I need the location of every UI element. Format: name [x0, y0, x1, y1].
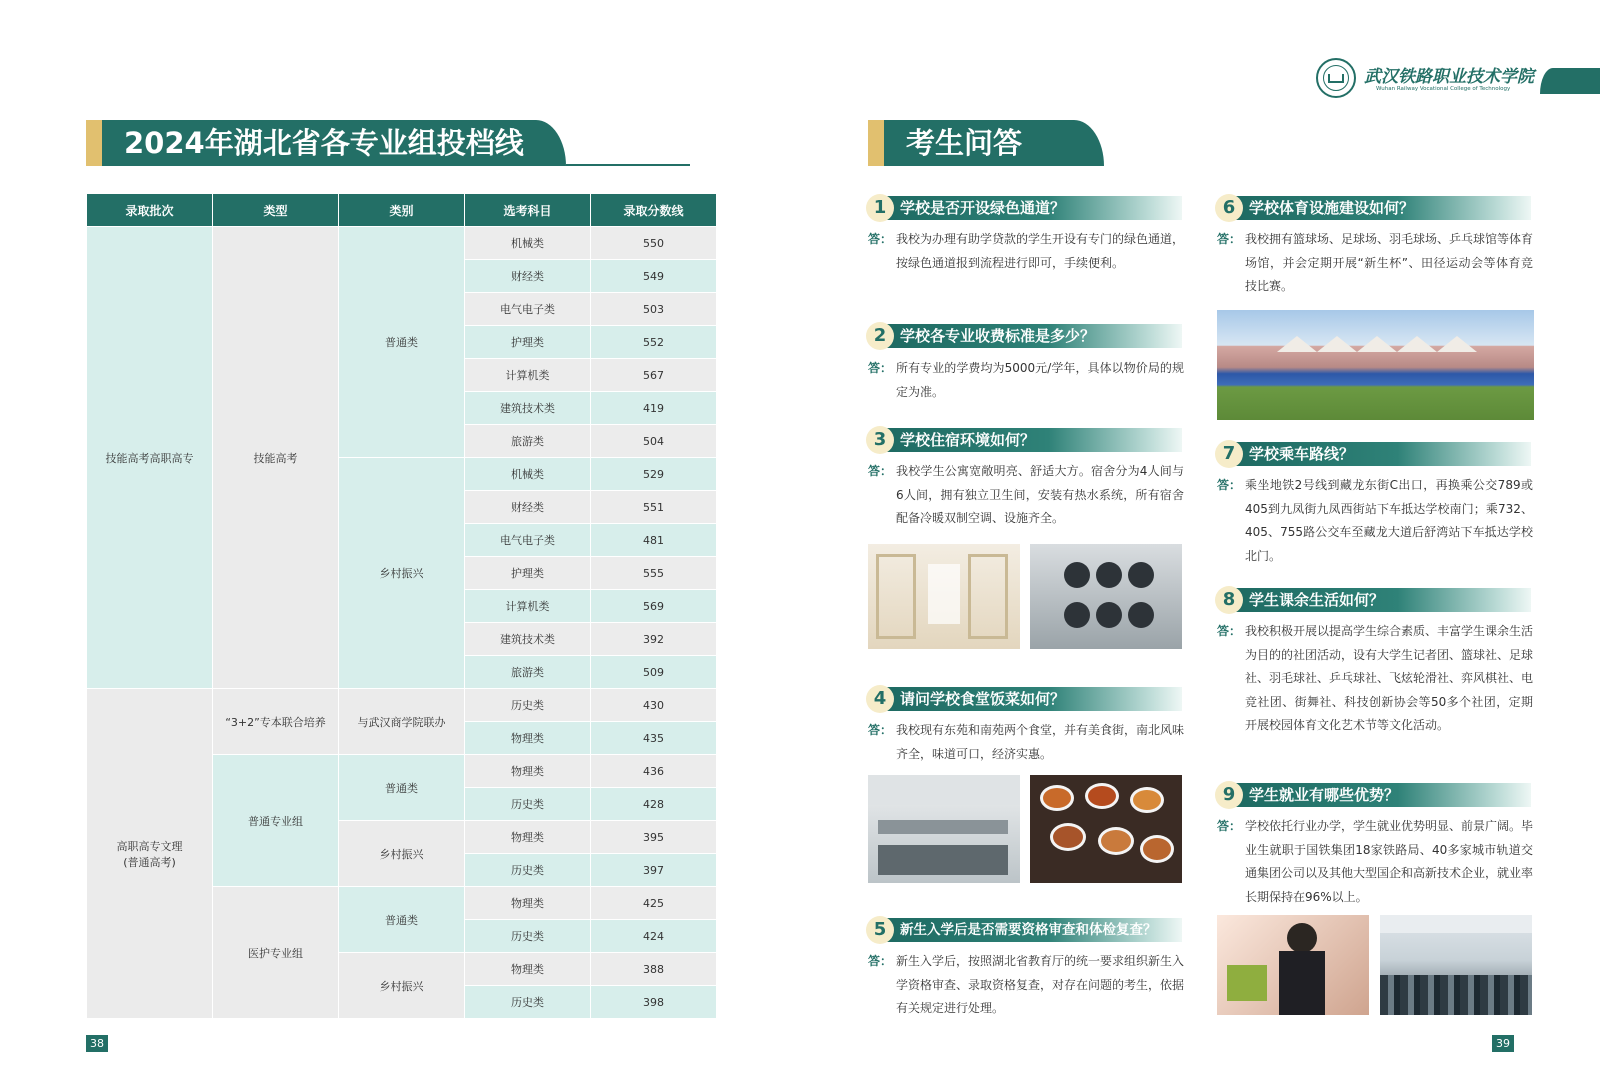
subject-cell: 历史类	[465, 854, 591, 887]
subject-cell: 护理类	[465, 326, 591, 359]
score-cell: 424	[591, 920, 717, 953]
subject-cell: 物理类	[465, 722, 591, 755]
answer-block	[1217, 620, 1533, 738]
question-text: 学校体育设施建设如何？	[1235, 196, 1531, 220]
score-cell: 552	[591, 326, 717, 359]
canteen-photo	[868, 775, 1020, 883]
score-cell: 509	[591, 656, 717, 689]
question-heading	[1215, 194, 1531, 222]
score-cell: 503	[591, 293, 717, 326]
question-text: 学生课余生活如何？	[1235, 588, 1531, 612]
subject-cell: 历史类	[465, 920, 591, 953]
answer-label: 答：	[1217, 819, 1242, 833]
subject-cell: 财经类	[465, 260, 591, 293]
subject-cell: 历史类	[465, 986, 591, 1019]
admission-score-table	[86, 193, 717, 1019]
header-type: 类型	[213, 194, 339, 227]
subject-cell: 计算机类	[465, 359, 591, 392]
job-fair-photo-2	[1380, 915, 1532, 1015]
question-number: 4	[866, 685, 894, 713]
type-cell: 医护专业组	[213, 887, 339, 1019]
heading-accent	[868, 120, 884, 166]
score-cell: 549	[591, 260, 717, 293]
question-heading	[1215, 440, 1531, 468]
score-cell: 481	[591, 524, 717, 557]
table-header-row	[87, 194, 717, 227]
question-heading	[1215, 781, 1531, 809]
answer-block	[868, 719, 1184, 766]
dormitory-photo	[868, 544, 1020, 649]
stadium-photo	[1217, 310, 1534, 420]
question-heading	[866, 685, 1182, 713]
score-cell: 425	[591, 887, 717, 920]
question-number: 3	[866, 426, 894, 454]
question-text: 请问学校食堂饭菜如何？	[886, 687, 1182, 711]
score-cell: 504	[591, 425, 717, 458]
question-text: 学生就业有哪些优势？	[1235, 783, 1531, 807]
answer-text: 学校依托行业办学，学生就业优势明显、前景广阔。毕业生就职于国铁集团18家铁路局、40多家城市轨道交通集团公司以及其他大型国企和高新技术企业，就业率长期保持在96%以上。	[1245, 819, 1534, 904]
score-cell: 550	[591, 227, 717, 260]
laundry-photo	[1030, 544, 1182, 649]
college-name-en: Wuhan Railway Vocational College of Technology	[1376, 86, 1511, 92]
category-cell: 与武汉商学院联办	[339, 689, 465, 755]
subject-cell: 机械类	[465, 227, 591, 260]
answer-text: 新生入学后，按照湖北省教育厅的统一要求组织新生入学资格审查、录取资格复查，对存在问题的考生，依据有关规定进行处理。	[896, 954, 1185, 1015]
category-cell: 乡村振兴	[339, 821, 465, 887]
header-batch: 录取批次	[87, 194, 213, 227]
type-cell: 技能高考	[213, 227, 339, 689]
subject-cell: 建筑技术类	[465, 392, 591, 425]
score-cell: 569	[591, 590, 717, 623]
answer-text: 我校为办理有助学贷款的学生开设有专门的绿色通道，按绿色通道报到流程进行即可，手续便利。	[896, 232, 1185, 270]
question-heading	[866, 322, 1182, 350]
category-cell: 普通类	[339, 755, 465, 821]
category-cell: 乡村振兴	[339, 458, 465, 689]
question-text: 学校乘车路线？	[1235, 442, 1531, 466]
table-title: 2024年湖北省各专业组投档线	[102, 120, 566, 166]
answer-label: 答：	[868, 464, 893, 478]
question-number: 6	[1215, 194, 1243, 222]
logo-tab-decoration	[1540, 68, 1600, 94]
score-cell: 388	[591, 953, 717, 986]
answer-block	[868, 460, 1184, 531]
college-name-cn: 武汉铁路职业技术学院	[1364, 67, 1534, 87]
question-number: 1	[866, 194, 894, 222]
subject-cell: 物理类	[465, 821, 591, 854]
college-logo	[1316, 58, 1356, 98]
type-cell: 普通专业组	[213, 755, 339, 887]
answer-text: 乘坐地铁2号线到藏龙东街C出口，再换乘公交789或405到九凤街九凤西街站下车抵达学校南门；乘732、405、755路公交车至藏龙大道后舒湾站下车抵达学校北门。	[1245, 478, 1533, 563]
score-cell: 428	[591, 788, 717, 821]
batch-line-1: 高职高专文理	[116, 839, 183, 853]
question-heading	[1215, 586, 1531, 614]
score-cell: 392	[591, 623, 717, 656]
subject-cell: 电气电子类	[465, 524, 591, 557]
answer-label: 答：	[868, 361, 893, 375]
answer-block	[1217, 228, 1533, 299]
subject-cell: 电气电子类	[465, 293, 591, 326]
answer-label: 答：	[868, 954, 893, 968]
score-cell: 398	[591, 986, 717, 1019]
header-category: 类别	[339, 194, 465, 227]
table-row	[87, 689, 717, 722]
subject-cell: 物理类	[465, 953, 591, 986]
answer-block	[1217, 474, 1533, 568]
question-heading	[866, 916, 1182, 944]
qa-section-heading	[868, 120, 1108, 166]
type-cell: “3+2”专本联合培养	[213, 689, 339, 755]
header-score: 录取分数线	[591, 194, 717, 227]
question-number: 2	[866, 322, 894, 350]
score-cell: 430	[591, 689, 717, 722]
question-heading	[866, 426, 1182, 454]
subject-cell: 物理类	[465, 755, 591, 788]
score-cell: 395	[591, 821, 717, 854]
score-cell: 436	[591, 755, 717, 788]
answer-text: 我校拥有篮球场、足球场、羽毛球场、乒乓球馆等体育场馆，并会定期开展“新生杯”、田径运动会等体育竞技比赛。	[1245, 232, 1534, 293]
category-cell: 普通类	[339, 227, 465, 458]
subject-cell: 旅游类	[465, 656, 591, 689]
subject-cell: 计算机类	[465, 590, 591, 623]
batch-line-2: (普通高考)	[123, 855, 176, 869]
score-cell: 397	[591, 854, 717, 887]
question-number: 7	[1215, 440, 1243, 468]
subject-cell: 历史类	[465, 689, 591, 722]
subject-cell: 旅游类	[465, 425, 591, 458]
category-cell: 乡村振兴	[339, 953, 465, 1019]
qa-title: 考生问答	[884, 120, 1104, 166]
score-cell: 435	[591, 722, 717, 755]
score-cell: 551	[591, 491, 717, 524]
subject-cell: 历史类	[465, 788, 591, 821]
page-number: 38	[86, 1035, 108, 1052]
answer-block	[1217, 815, 1533, 909]
subject-cell: 机械类	[465, 458, 591, 491]
question-text: 学校住宿环境如何？	[886, 428, 1182, 452]
score-cell: 529	[591, 458, 717, 491]
heading-rule	[566, 164, 690, 166]
category-cell: 普通类	[339, 887, 465, 953]
table-row	[87, 227, 717, 260]
heading-accent	[86, 120, 102, 166]
score-cell: 567	[591, 359, 717, 392]
question-text: 学校各专业收费标准是多少？	[886, 324, 1182, 348]
score-cell: 419	[591, 392, 717, 425]
subject-cell: 物理类	[465, 887, 591, 920]
answer-text: 我校学生公寓宽敞明亮、舒适大方。宿舍分为4人间与6人间，拥有独立卫生间，安装有热水系统，所有宿舍配备冷暖双制空调、设施齐全。	[896, 464, 1184, 525]
question-heading	[866, 194, 1182, 222]
answer-text: 所有专业的学费均为5000元/学年，具体以物价局的规定为准。	[896, 361, 1184, 399]
answer-label: 答：	[1217, 232, 1242, 246]
answer-text: 我校现有东苑和南苑两个食堂，并有美食街，南北风味齐全，味道可口，经济实惠。	[896, 723, 1185, 761]
job-fair-photo-1	[1217, 915, 1369, 1015]
question-number: 9	[1215, 781, 1243, 809]
page-number: 39	[1492, 1035, 1514, 1052]
question-number: 8	[1215, 586, 1243, 614]
table-section-heading	[86, 120, 606, 166]
food-photo	[1030, 775, 1182, 883]
batch-cell: 技能高考高职高专	[87, 227, 213, 689]
score-cell: 555	[591, 557, 717, 590]
question-number: 5	[866, 916, 894, 944]
answer-label: 答：	[868, 723, 893, 737]
answer-block	[868, 950, 1184, 1021]
subject-cell: 财经类	[465, 491, 591, 524]
answer-label: 答：	[868, 232, 893, 246]
answer-label: 答：	[1217, 624, 1242, 638]
answer-text: 我校积极开展以提高学生综合素质、丰富学生课余生活为目的的社团活动，设有大学生记者团、篮球社、足球社、羽毛球社、乒乓球社、飞炫轮滑社、弈风棋社、电竞社团、街舞社、科技创新协会等50多个社团，定期开展校园体育文化艺术节等文化活动。	[1245, 624, 1534, 732]
question-text: 学校是否开设绿色通道？	[886, 196, 1182, 220]
answer-block	[868, 357, 1184, 404]
answer-label: 答：	[1217, 478, 1242, 492]
question-text: 新生入学后是否需要资格审查和体检复查？	[886, 918, 1182, 942]
subject-cell: 护理类	[465, 557, 591, 590]
header-subject: 选考科目	[465, 194, 591, 227]
batch-cell	[87, 689, 213, 1019]
answer-block	[868, 228, 1184, 275]
subject-cell: 建筑技术类	[465, 623, 591, 656]
